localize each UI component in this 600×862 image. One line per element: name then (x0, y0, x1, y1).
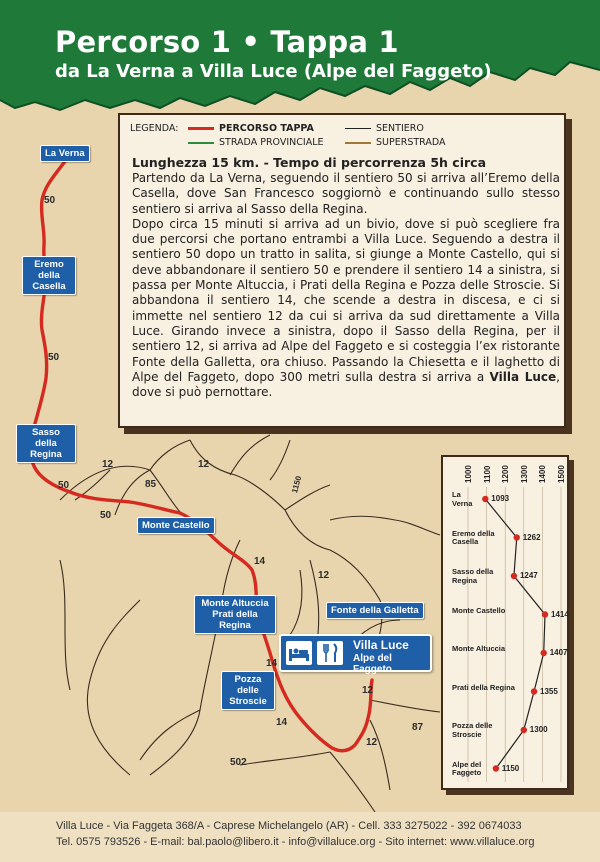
route-description (132, 171, 560, 400)
legend-sentiero: SENTIERO (345, 123, 424, 134)
bed-icon (286, 641, 312, 665)
profile-place-label: Monte Castello (452, 605, 506, 615)
trail-number: 50 (48, 352, 60, 363)
legend-superstrada: SUPERSTRADA (345, 137, 446, 148)
profile-point (514, 534, 520, 540)
label-eremo[interactable]: Eremo della Casella (22, 256, 76, 295)
altitude-tick: 1000 (464, 465, 473, 483)
trail-number: 87 (412, 722, 424, 733)
footer-address: Villa Luce - Via Faggeta 368/A - Caprese Michelangelo (AR) - Cell. 333 3275022 - 392 0674033 (56, 820, 522, 832)
altitude-tick: 1500 (557, 465, 566, 483)
trail-number: 14 (254, 556, 266, 567)
trail-number: 50 (100, 510, 112, 521)
profile-altitude-value: 1300 (529, 725, 548, 734)
profile-point (521, 727, 527, 733)
altitude-tick: 1300 (519, 465, 529, 483)
label-sasso[interactable]: Sasso della Regina (16, 424, 76, 463)
route-length: Lunghezza 15 km. - Tempo di percorrenza 5h circa (132, 155, 486, 170)
profile-place-label: La Verna (452, 490, 473, 508)
profile-place-label: Monte Altuccia (452, 644, 506, 653)
info-box (118, 113, 566, 428)
trail-number: 1150 (290, 474, 304, 495)
profile-altitude-value: 1262 (522, 532, 541, 542)
profile-altitude-value: 1093 (491, 494, 510, 503)
label-pozza[interactable]: Pozza delle Stroscie (221, 671, 275, 710)
villa-luce-title: Villa Luce (353, 638, 409, 652)
profile-altitude-value: 1150 (501, 763, 520, 773)
villa-luce-subtitle: Alpe del Faggeto (353, 653, 392, 675)
elevation-profile (441, 455, 569, 790)
legend-label: LEGENDA: (130, 123, 179, 134)
header (0, 0, 600, 110)
label-monte-altuccia[interactable]: Monte Altuccia Prati della Regina (194, 595, 276, 634)
page-subtitle: da La Verna a Villa Luce (Alpe del Faggeto) (55, 61, 492, 82)
profile-point (482, 496, 488, 502)
profile-altitude-value: 1355 (540, 686, 558, 696)
profile-point (542, 611, 548, 617)
legend-percorso: PERCORSO TAPPA (188, 123, 314, 134)
restaurant-icon (317, 641, 343, 665)
footer (0, 812, 600, 862)
altitude-tick: 1100 (482, 465, 492, 483)
profile-place-label: Sasso della Regina (452, 567, 494, 585)
altitude-tick: 1200 (501, 465, 511, 483)
profile-altitude-value: 1247 (519, 571, 538, 580)
altitude-tick: 1400 (538, 465, 548, 483)
trail-number: 50 (58, 480, 70, 491)
destination-name: Villa Luce (489, 369, 557, 384)
trail-number: 14 (266, 658, 278, 669)
trail-number: 502 (230, 757, 247, 768)
profile-place-label: Alpe del Faggeto (452, 759, 482, 777)
label-fonte-galletta[interactable]: Fonte della Galletta (326, 602, 424, 619)
legend-provinciale: STRADA PROVINCIALE (188, 137, 324, 148)
trail-number: 14 (276, 717, 288, 728)
profile-place-label: Pozza delle Stroscie (452, 721, 493, 739)
label-la-verna[interactable]: La Verna (40, 145, 90, 162)
profile-altitude-value: 1414 (551, 609, 569, 619)
trail-number: 12 (198, 459, 210, 470)
description-p1: Partendo da La Verna, seguendo il sentiero 50 si arriva all’Eremo della Casella, dove San Francesco soggiornò e continuando sullo stesso sentiero si arriva al Sasso della Regina. (132, 171, 560, 216)
trail-number: 50 (44, 195, 56, 206)
profile-place-label: Prati della Regina (452, 682, 515, 692)
trail-number: 12 (102, 459, 114, 470)
profile-point (511, 573, 517, 579)
description-p2: Dopo circa 15 minuti si arriva ad un bivio, dove si può scegliere fra due percorsi che portano entrambi a Villa Luce. Seguendo a destra il sentiero 50 dopo un tratto in salita, si giunge a Monte Castello, qui si deve abbandonare il sentiero 50 e prendere il sentiero 14 a sinistra, si passa per Monte Altuccia, i Prati della Regina e Pozza delle Stroscie. Si abbandona il sentiero 14, che scende a destra in discesa, e ci si immette nel sentiero 12 da cui si arriva da sud direttamente a Villa Luce. Girando invece a sinistra, dopo il Sasso della Regina, per il sentiero 12, si arriva ad Alpe del Faggeto e si costeggia l’ex ristorante Fonte della Galletta, ora chiuso. Passando la Chiesetta e il laghetto di Alpe del Faggeto, dopo 300 metri sulla destra si arriva a Villa Luce, dove si può pernottare. (132, 216, 560, 400)
trail-number: 12 (318, 570, 330, 581)
profile-point (493, 765, 499, 771)
page-title: Percorso 1 • Tappa 1 (55, 25, 399, 59)
profile-altitude-value: 1407 (549, 648, 568, 657)
trail-number: 12 (362, 685, 374, 696)
profile-point (541, 650, 547, 656)
profile-place-label: Eremo della Casella (452, 528, 495, 546)
trail-number: 85 (145, 479, 157, 490)
label-monte-castello[interactable]: Monte Castello (137, 517, 215, 534)
profile-point (531, 688, 537, 694)
footer-contacts: Tel. 0575 793526 - E-mail: bal.paolo@libero.it - info@villaluce.org - Sito internet: www.villaluce.org (56, 836, 535, 848)
villa-luce-marker[interactable] (279, 634, 432, 675)
trail-number: 12 (366, 737, 378, 748)
